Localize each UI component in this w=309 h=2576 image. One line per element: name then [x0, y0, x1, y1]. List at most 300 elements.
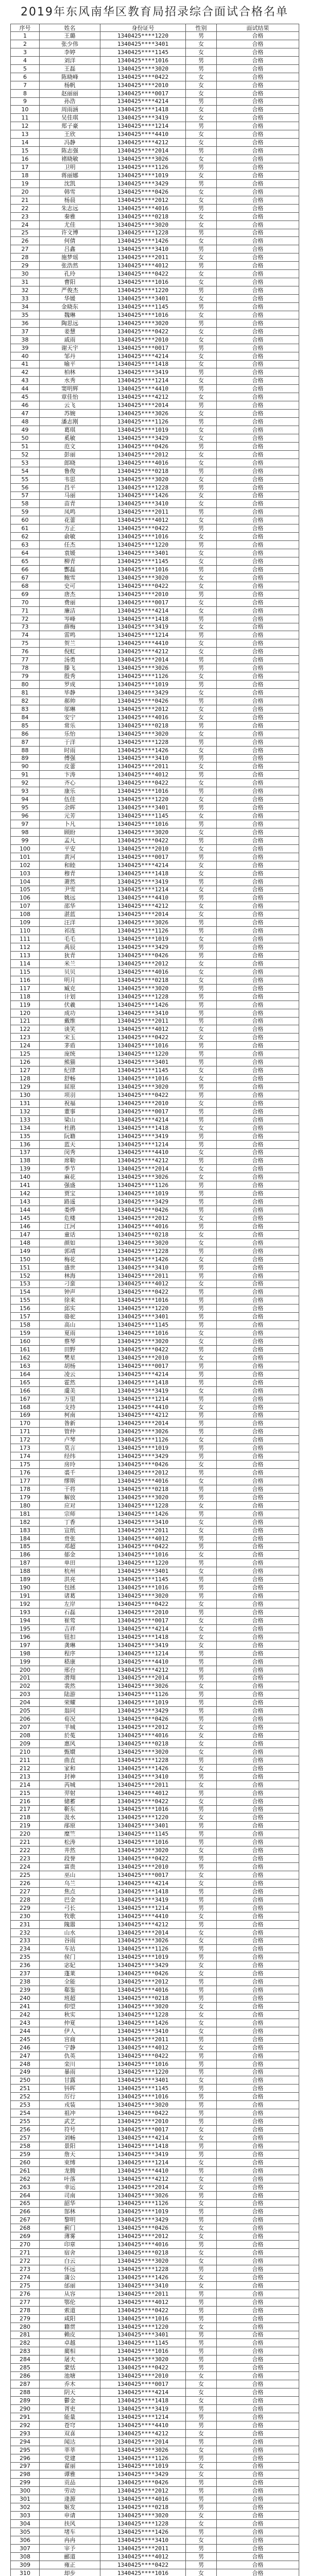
cell-result: 合格	[217, 2158, 299, 2166]
cell-name: 陈晓峰	[40, 73, 100, 81]
cell-result: 合格	[217, 1740, 299, 1748]
cell-index: 57	[11, 492, 40, 500]
cell-name: 颜如	[40, 1239, 100, 1247]
cell-result: 合格	[217, 1756, 299, 1764]
cell-result: 合格	[217, 2347, 299, 2355]
cell-name: 包拯	[40, 1584, 100, 1592]
cell-id: 1340425****1426	[100, 1510, 186, 1518]
table-row	[11, 2166, 299, 2175]
cell-gender: 女	[186, 713, 217, 721]
cell-result: 合格	[217, 639, 299, 648]
cell-name: 朱志远	[40, 204, 100, 212]
cell-gender: 男	[186, 804, 217, 812]
cell-id: 1340425****3410	[100, 2536, 186, 2544]
cell-id: 1340425****0017	[100, 853, 186, 861]
table-row	[11, 2454, 299, 2462]
cell-result: 合格	[217, 1337, 299, 1346]
cell-name: 狄青	[40, 952, 100, 960]
cell-name: 黄河	[40, 853, 100, 861]
cell-name: 白云	[40, 2257, 100, 2265]
cell-index: 298	[11, 2470, 40, 2479]
table-row	[11, 787, 299, 795]
cell-index: 9	[11, 97, 40, 106]
table-row	[11, 2470, 299, 2479]
cell-index: 217	[11, 1805, 40, 1814]
cell-gender: 男	[186, 2454, 217, 2462]
cell-id: 1340425****4212	[100, 902, 186, 910]
cell-gender: 男	[186, 1001, 217, 1009]
cell-result: 合格	[217, 1033, 299, 1042]
cell-index: 23	[11, 212, 40, 221]
cell-index: 179	[11, 1493, 40, 1501]
cell-gender: 男	[186, 2101, 217, 2109]
cell-gender: 男	[186, 1608, 217, 1617]
cell-name: 万里	[40, 1395, 100, 1403]
table-row	[11, 1214, 299, 1223]
cell-name: 陈志强	[40, 147, 100, 155]
table-row	[11, 1928, 299, 1937]
cell-gender: 男	[186, 943, 217, 952]
cell-name: 花蕾	[40, 516, 100, 524]
cell-index: 268	[11, 2224, 40, 2232]
cell-name: 储蓄	[40, 1797, 100, 1805]
table-row	[11, 1353, 299, 1362]
cell-result: 合格	[217, 286, 299, 295]
cell-id: 1340425****1019	[100, 426, 186, 434]
cell-id: 1340425****1016	[100, 2060, 186, 2068]
cell-name: 封神	[40, 1772, 100, 1781]
cell-id: 1340425****1220	[100, 2323, 186, 2331]
cell-id: 1340425****0218	[100, 1994, 186, 2003]
table-row	[11, 483, 299, 492]
cell-name: 李婷	[40, 48, 100, 56]
cell-name: 乔木	[40, 2380, 100, 2388]
cell-id: 1340425****3419	[100, 368, 186, 377]
cell-name: 倪虹	[40, 648, 100, 656]
cell-id: 1340425****2014	[100, 401, 186, 410]
cell-name: 巴金	[40, 1895, 100, 1904]
cell-index: 14	[11, 139, 40, 147]
cell-result: 合格	[217, 1353, 299, 1362]
cell-name: 袁媛	[40, 549, 100, 557]
cell-name: 司南	[40, 2191, 100, 2199]
table-row	[11, 2199, 299, 2208]
table-row	[11, 844, 299, 853]
cell-index: 175	[11, 1461, 40, 1469]
cell-result: 合格	[217, 1099, 299, 1107]
cell-id: 1340425****3419	[100, 1386, 186, 1395]
cell-result: 合格	[217, 1362, 299, 1370]
cell-gender: 女	[186, 1099, 217, 1107]
cell-result: 合格	[217, 1887, 299, 1895]
table-row	[11, 237, 299, 245]
cell-name: 解放	[40, 1493, 100, 1501]
cell-gender: 女	[186, 1148, 217, 1157]
cell-result: 合格	[217, 171, 299, 179]
cell-result: 合格	[217, 2101, 299, 2109]
cell-id: 1340425****3026	[100, 1173, 186, 1181]
cell-result: 合格	[217, 1239, 299, 1247]
cell-index: 202	[11, 1682, 40, 1690]
cell-name: 裴然	[40, 1682, 100, 1690]
table-row	[11, 114, 299, 122]
cell-id: 1340425****4016	[100, 713, 186, 721]
cell-id: 1340425****3419	[100, 2150, 186, 2158]
cell-index: 181	[11, 1510, 40, 1518]
cell-result: 合格	[217, 672, 299, 681]
cell-index: 38	[11, 335, 40, 344]
cell-result: 合格	[217, 2544, 299, 2552]
cell-index: 287	[11, 2380, 40, 2388]
cell-index: 160	[11, 1337, 40, 1346]
cell-index: 191	[11, 1592, 40, 1600]
cell-gender: 男	[186, 1222, 217, 1230]
cell-name: 刘洋	[40, 56, 100, 64]
cell-index: 25	[11, 229, 40, 237]
table-row	[11, 2495, 299, 2503]
table-row	[11, 2249, 299, 2257]
cell-index: 30	[11, 270, 40, 278]
cell-name: 焦点	[40, 1887, 100, 1895]
cell-name: 昝新	[40, 1419, 100, 1428]
cell-result: 合格	[217, 2454, 299, 2462]
cell-id: 1340425****0422	[100, 73, 186, 81]
cell-id: 1340425****0426	[100, 952, 186, 960]
table-row	[11, 1518, 299, 1526]
cell-result: 合格	[217, 1624, 299, 1633]
cell-result: 合格	[217, 1050, 299, 1058]
cell-index: 140	[11, 1173, 40, 1181]
cell-gender: 女	[186, 672, 217, 681]
cell-result: 合格	[217, 1616, 299, 1624]
cell-gender: 男	[186, 368, 217, 377]
cell-gender: 女	[186, 327, 217, 335]
cell-name: 梁山	[40, 1115, 100, 1124]
table-row	[11, 754, 299, 762]
table-row	[11, 385, 299, 393]
cell-id: 1340425****1016	[100, 1551, 186, 1559]
cell-result: 合格	[217, 2536, 299, 2544]
cell-id: 1340425****2014	[100, 1165, 186, 1173]
cell-result: 合格	[217, 1855, 299, 1863]
table-row	[11, 1526, 299, 1534]
cell-id: 1340425****1220	[100, 541, 186, 549]
cell-name: 殷秀	[40, 672, 100, 681]
cell-index: 194	[11, 1616, 40, 1624]
cell-result: 合格	[217, 122, 299, 130]
cell-gender: 女	[186, 2175, 217, 2183]
table-row	[11, 1346, 299, 1354]
cell-gender: 男	[186, 919, 217, 927]
table-row	[11, 1239, 299, 1247]
cell-name: 伍佳	[40, 795, 100, 804]
cell-result: 合格	[217, 1263, 299, 1272]
cell-gender: 女	[186, 2462, 217, 2470]
cell-name: 汤勇	[40, 656, 100, 664]
cell-gender: 女	[186, 582, 217, 590]
table-row	[11, 1075, 299, 1083]
cell-id: 1340425****3429	[100, 2216, 186, 2224]
cell-index: 230	[11, 1912, 40, 1920]
cell-gender: 女	[186, 2273, 217, 2281]
cell-result: 合格	[217, 705, 299, 713]
cell-id: 1340425****4012	[100, 1025, 186, 1033]
cell-index: 186	[11, 1551, 40, 1559]
cell-id: 1340425****3410	[100, 245, 186, 253]
cell-index: 248	[11, 2060, 40, 2068]
table-row	[11, 1772, 299, 1781]
cell-index: 252	[11, 2093, 40, 2101]
cell-index: 208	[11, 1732, 40, 1740]
cell-gender: 女	[186, 2536, 217, 2544]
table-row	[11, 1017, 299, 1025]
cell-name: 宣纸	[40, 1526, 100, 1534]
cell-id: 1340425****1418	[100, 1887, 186, 1895]
cell-name: 石磊	[40, 1608, 100, 1617]
table-row	[11, 1961, 299, 1970]
cell-result: 合格	[217, 48, 299, 56]
cell-gender: 男	[186, 179, 217, 188]
cell-gender: 男	[186, 1534, 217, 1543]
cell-result: 合格	[217, 2437, 299, 2446]
cell-id: 1340425****3410	[100, 2027, 186, 2035]
cell-result: 合格	[217, 1140, 299, 1148]
cell-name: 梅花	[40, 1255, 100, 1263]
cell-id: 1340425****1019	[100, 935, 186, 943]
cell-result: 合格	[217, 64, 299, 73]
table-row	[11, 2355, 299, 2364]
cell-gender: 女	[186, 410, 217, 418]
cell-name: 周雨涵	[40, 106, 100, 114]
cell-id: 1340425****2011	[100, 1781, 186, 1789]
cell-gender: 女	[186, 1501, 217, 1510]
cell-result: 合格	[217, 1961, 299, 1970]
cell-result: 合格	[217, 401, 299, 410]
cell-gender: 女	[186, 450, 217, 459]
cell-index: 100	[11, 844, 40, 853]
table-row	[11, 1428, 299, 1436]
table-row	[11, 1165, 299, 1173]
cell-name: 宰予	[40, 2544, 100, 2552]
cell-name: 邢台	[40, 1666, 100, 1674]
cell-name: 凌云	[40, 1370, 100, 1378]
cell-name: 蔡琴	[40, 1337, 100, 1346]
table-row	[11, 2060, 299, 2068]
table-row	[11, 1033, 299, 1042]
cell-index: 269	[11, 2232, 40, 2241]
cell-index: 29	[11, 262, 40, 270]
cell-result: 合格	[217, 1469, 299, 1477]
cell-id: 1340425****3020	[100, 1493, 186, 1501]
table-row	[11, 648, 299, 656]
cell-gender: 男	[186, 147, 217, 155]
cell-id: 1340425****0422	[100, 2109, 186, 2117]
cell-gender: 女	[186, 1214, 217, 1223]
cell-gender: 女	[186, 573, 217, 582]
cell-gender: 男	[186, 1493, 217, 1501]
cell-gender: 男	[186, 1091, 217, 1099]
cell-id: 1340425****4214	[100, 97, 186, 106]
cell-id: 1340425****4016	[100, 2241, 186, 2249]
cell-name: 邵华	[40, 902, 100, 910]
cell-gender: 女	[186, 1461, 217, 1469]
cell-result: 合格	[217, 2446, 299, 2454]
cell-index: 105	[11, 886, 40, 894]
cell-gender: 女	[186, 139, 217, 147]
cell-result: 合格	[217, 2503, 299, 2512]
table-row	[11, 984, 299, 992]
cell-result: 合格	[217, 1148, 299, 1157]
table-row	[11, 2117, 299, 2126]
table-row	[11, 508, 299, 516]
cell-gender: 女	[186, 81, 217, 89]
cell-name: 家和	[40, 1764, 100, 1772]
cell-name: 糜竺	[40, 1830, 100, 1838]
cell-index: 234	[11, 1945, 40, 1953]
table-row	[11, 1477, 299, 1485]
cell-gender: 男	[186, 754, 217, 762]
table-row	[11, 681, 299, 689]
cell-gender: 男	[186, 483, 217, 492]
cell-index: 157	[11, 1313, 40, 1321]
cell-result: 合格	[217, 368, 299, 377]
cell-gender: 男	[186, 1994, 217, 2003]
cell-name: 江河	[40, 1222, 100, 1230]
cell-result: 合格	[217, 335, 299, 344]
cell-name: 尤佳	[40, 221, 100, 229]
cell-id: 1340425****0422	[100, 582, 186, 590]
table-row	[11, 1920, 299, 1928]
table-row	[11, 2134, 299, 2142]
cell-name: 危楼	[40, 1214, 100, 1223]
cell-gender: 女	[186, 2281, 217, 2290]
table-row	[11, 804, 299, 812]
table-row	[11, 1633, 299, 1641]
cell-result: 合格	[217, 73, 299, 81]
table-row	[11, 1846, 299, 1855]
table-row	[11, 2397, 299, 2405]
cell-gender: 女	[186, 730, 217, 738]
cell-gender: 男	[186, 2290, 217, 2298]
cell-gender: 女	[186, 869, 217, 877]
cell-result: 合格	[217, 418, 299, 426]
cell-id: 1340425****4012	[100, 1534, 186, 1543]
cell-gender: 男	[186, 721, 217, 730]
cell-result: 合格	[217, 450, 299, 459]
cell-id: 1340425****0218	[100, 1485, 186, 1493]
cell-name: 童话	[40, 1230, 100, 1239]
cell-result: 合格	[217, 1477, 299, 1485]
cell-index: 241	[11, 2003, 40, 2011]
cell-index: 164	[11, 1370, 40, 1378]
cell-name: 靳东	[40, 1805, 100, 1814]
cell-gender: 女	[186, 171, 217, 179]
cell-id: 1340425****4214	[100, 861, 186, 869]
table-row	[11, 221, 299, 229]
cell-result: 合格	[217, 2175, 299, 2183]
cell-index: 130	[11, 1091, 40, 1099]
cell-id: 1340425****0422	[100, 1543, 186, 1551]
cell-name: 姚远	[40, 894, 100, 902]
cell-id: 1340425****3429	[100, 1452, 186, 1461]
table-row	[11, 56, 299, 64]
cell-result: 合格	[217, 1912, 299, 1920]
table-row	[11, 204, 299, 212]
cell-gender: 男	[186, 1510, 217, 1518]
cell-result: 合格	[217, 1403, 299, 1411]
cell-index: 305	[11, 2528, 40, 2536]
cell-gender: 男	[186, 1895, 217, 1904]
cell-result: 合格	[217, 762, 299, 771]
cell-index: 72	[11, 615, 40, 623]
table-row	[11, 606, 299, 615]
table-row	[11, 139, 299, 147]
cell-result: 合格	[217, 1017, 299, 1025]
cell-result: 合格	[217, 2339, 299, 2347]
table-row	[11, 1124, 299, 1132]
cell-index: 266	[11, 2208, 40, 2216]
cell-result: 合格	[217, 557, 299, 566]
cell-gender: 女	[186, 2158, 217, 2166]
cell-index: 259	[11, 2150, 40, 2158]
cell-result: 合格	[217, 139, 299, 147]
cell-gender: 男	[186, 1666, 217, 1674]
cell-result: 合格	[217, 1115, 299, 1124]
cell-index: 106	[11, 894, 40, 902]
page-title: 2019年东风南华区教育局招录综合面试合格名单	[21, 6, 288, 19]
cell-name: 麻花	[40, 1173, 100, 1181]
cell-id: 1340425****2014	[100, 2437, 186, 2446]
table-row	[11, 2552, 299, 2561]
cell-gender: 女	[186, 73, 217, 81]
cell-gender: 女	[186, 1961, 217, 1970]
cell-name: 能量	[40, 2413, 100, 2421]
cell-index: 136	[11, 1140, 40, 1148]
table-row	[11, 401, 299, 410]
cell-index: 251	[11, 2084, 40, 2093]
cell-index: 127	[11, 1066, 40, 1075]
cell-index: 156	[11, 1304, 40, 1313]
cell-id: 1340425****4012	[100, 771, 186, 779]
cell-result: 合格	[217, 2290, 299, 2298]
table-row	[11, 1764, 299, 1772]
cell-name: 卜凡	[40, 820, 100, 828]
cell-id: 1340425****3026	[100, 410, 186, 418]
table-row	[11, 295, 299, 303]
cell-gender: 女	[186, 335, 217, 344]
cell-result: 合格	[217, 1904, 299, 1912]
cell-id: 1340425****1126	[100, 1945, 186, 1953]
cell-name: 邱实	[40, 1304, 100, 1313]
table-row	[11, 524, 299, 533]
cell-name: 凤鸣	[40, 508, 100, 516]
cell-result: 合格	[217, 32, 299, 40]
table-row	[11, 1797, 299, 1805]
table-row	[11, 565, 299, 573]
cell-index: 198	[11, 1649, 40, 1657]
cell-id: 1340425****4012	[100, 516, 186, 524]
cell-index: 36	[11, 319, 40, 327]
cell-name: 龚琳	[40, 1641, 100, 1649]
cell-id: 1340425****3401	[100, 2331, 186, 2339]
table-row	[11, 1304, 299, 1313]
cell-id: 1340425****2010	[100, 2372, 186, 2380]
cell-index: 215	[11, 1789, 40, 1797]
cell-index: 133	[11, 1115, 40, 1124]
cell-index: 155	[11, 1296, 40, 1304]
cell-id: 1340425****1019	[100, 2462, 186, 2470]
cell-index: 150	[11, 1255, 40, 1263]
